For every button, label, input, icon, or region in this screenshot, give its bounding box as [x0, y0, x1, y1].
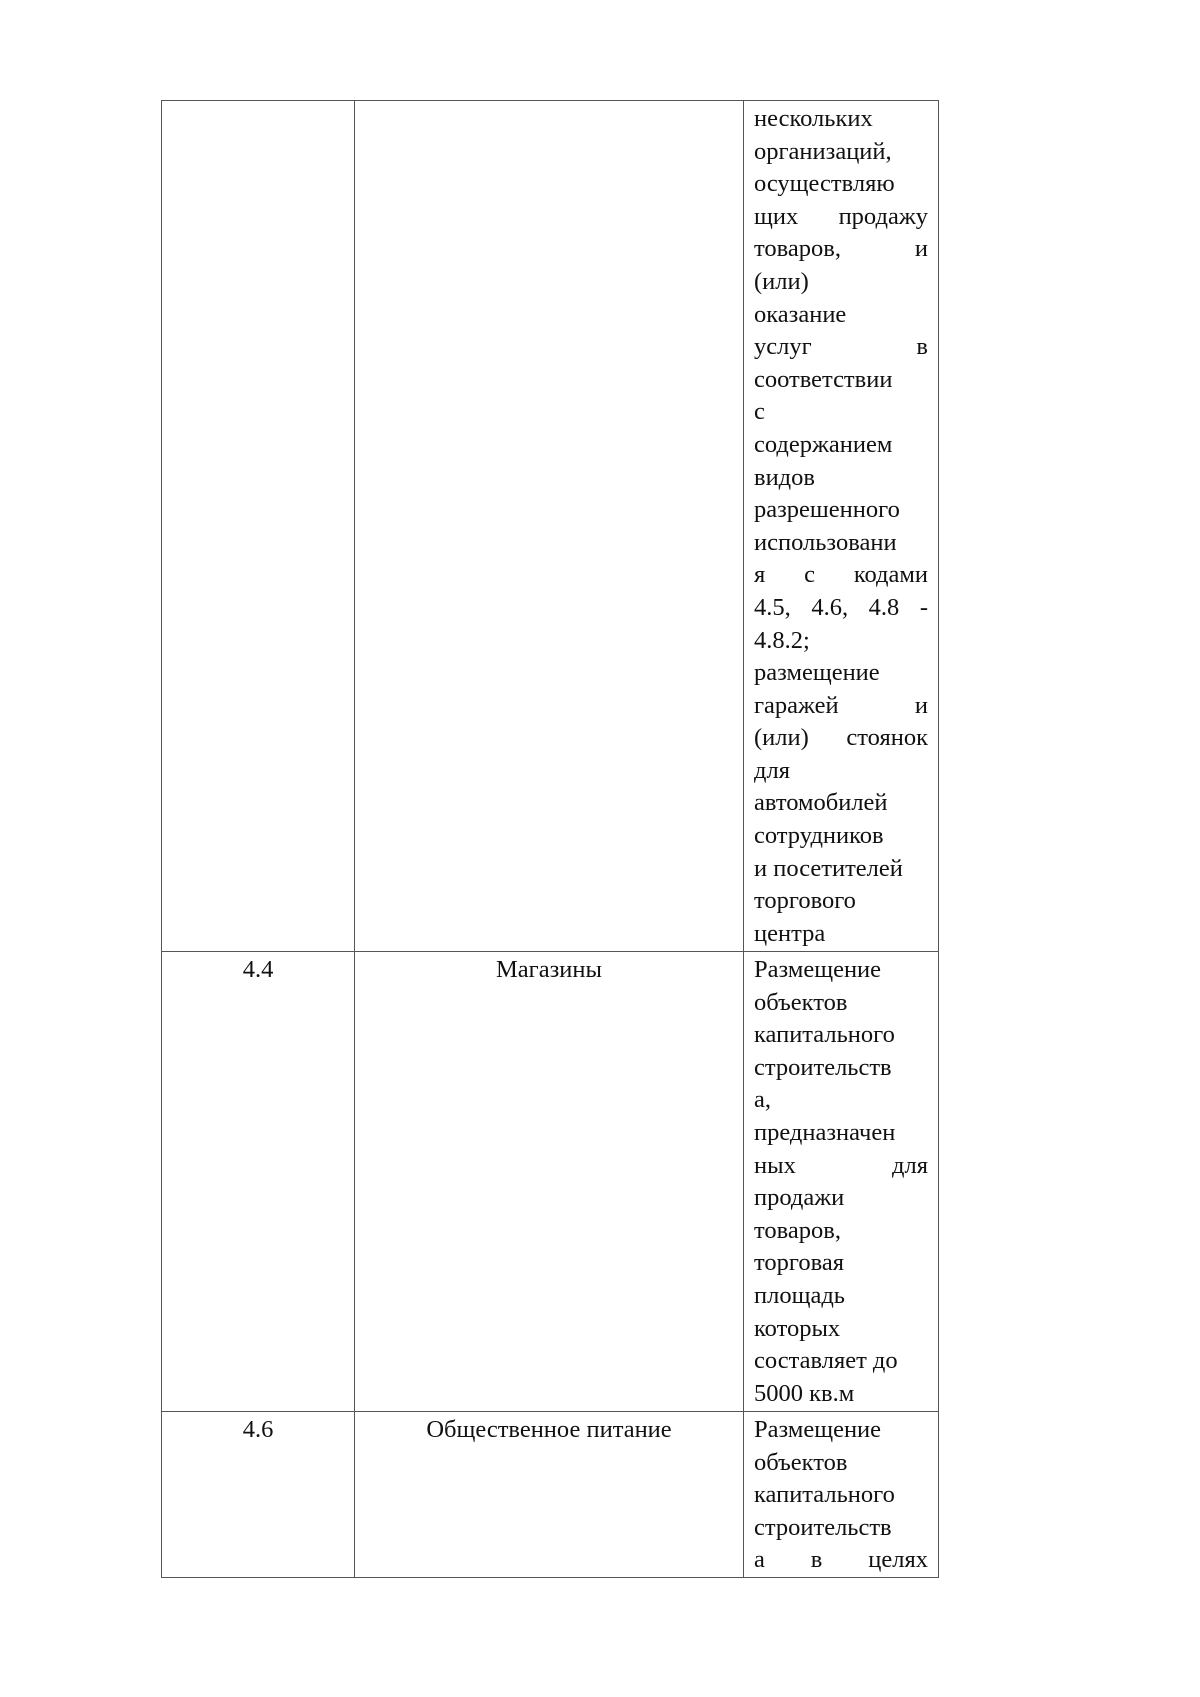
name-cell: Магазины [355, 952, 744, 1412]
description-line: товаров, и [754, 235, 928, 263]
description-line: объектов [754, 988, 848, 1016]
description-cell [744, 952, 939, 1412]
description-line: соответствии [754, 365, 893, 393]
description-line: объектов [754, 1448, 848, 1476]
description-line: 4.5, 4.6, 4.8 - [754, 593, 928, 621]
description-line: щих продажу [754, 202, 928, 230]
description-line: нескольких [754, 105, 873, 132]
description-line: предназначен [754, 1118, 896, 1146]
description-line: содержанием [754, 430, 893, 458]
description-line: центра [754, 919, 826, 947]
description-line: автомобилей [754, 789, 888, 817]
description-line: видов [754, 463, 815, 491]
description-line: продажи [754, 1184, 845, 1212]
description-line: с [754, 398, 765, 426]
description-line: организаций, [754, 137, 892, 165]
name-cell: Общественное питание [355, 1412, 744, 1578]
description-line: услуг в [754, 333, 928, 361]
land-use-table [161, 100, 939, 1578]
description-line: (или) [754, 267, 809, 295]
description-cell [744, 1412, 939, 1578]
description-line: (или) стоянок [754, 724, 928, 752]
description-line: строительств [754, 1513, 892, 1541]
description-line: торгового [754, 887, 856, 915]
description-line: капитального [754, 1021, 895, 1049]
table-row [162, 952, 939, 1412]
description-line: строительств [754, 1053, 892, 1081]
description-line: Размещение [754, 956, 882, 983]
description-line: Размещение [754, 1416, 882, 1443]
description-line: и посетителей [754, 854, 903, 882]
description-line: я с кодами [754, 561, 928, 589]
description-line: ных для [754, 1151, 928, 1179]
description-cell [744, 101, 939, 952]
code-cell: 4.4 [162, 952, 355, 1412]
description-line: для [754, 756, 790, 784]
name-cell [355, 101, 744, 952]
description-line: которых [754, 1314, 841, 1342]
description-line: товаров, [754, 1216, 841, 1244]
description-line: торговая [754, 1249, 844, 1277]
description-line: осуществляю [754, 170, 895, 198]
description-line: площадь [754, 1281, 845, 1309]
code-cell: 4.6 [162, 1412, 355, 1578]
code-cell [162, 101, 355, 952]
description-line: разрешенного [754, 496, 900, 524]
description-line: 5000 кв.м [754, 1379, 855, 1407]
description-line: а, [754, 1086, 771, 1114]
table-row [162, 1412, 939, 1578]
table-row [162, 101, 939, 952]
description-line: гаражей и [754, 691, 928, 719]
description-line: составляет до [754, 1347, 898, 1375]
description-line: использовани [754, 528, 897, 556]
description-line: сотрудников [754, 822, 884, 850]
description-line: оказание [754, 300, 847, 328]
description-line: капитального [754, 1481, 895, 1509]
description-line: размещение [754, 659, 880, 687]
description-line: 4.8.2; [754, 626, 810, 654]
description-line: а в целях [754, 1546, 928, 1574]
